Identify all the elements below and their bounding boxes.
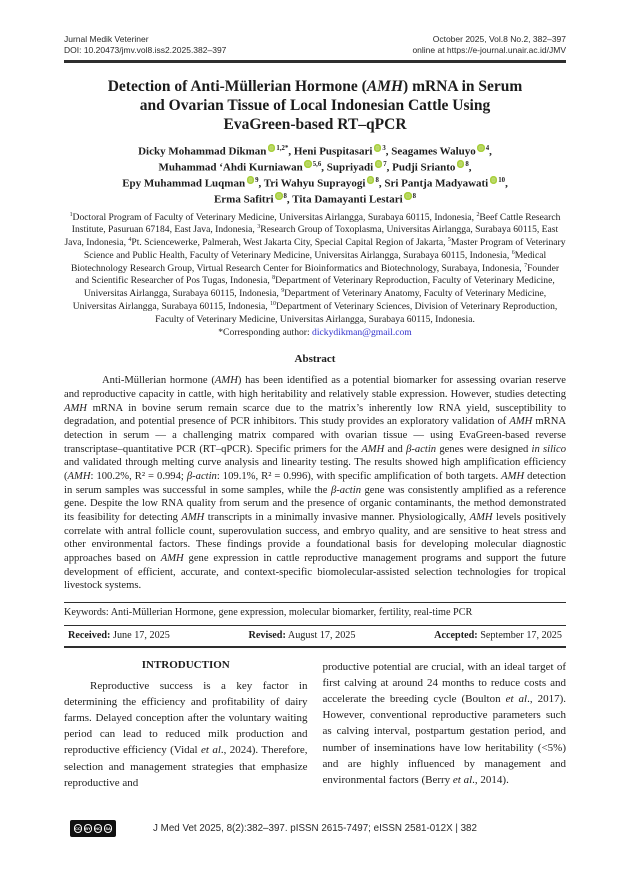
orcid-icon[interactable] [477, 144, 485, 152]
orcid-icon[interactable] [404, 192, 412, 200]
orcid-icon[interactable] [275, 192, 283, 200]
issue-info: October 2025, Vol.8 No.2, 382–397 [432, 34, 566, 44]
nc-noncommercial-icon: NC [95, 826, 101, 831]
body-columns [64, 659, 566, 791]
author-list [64, 144, 566, 208]
article-title-line: EvaGreen-based RT–qPCR [223, 116, 407, 134]
corresponding-author: *Corresponding author: dickydikman@gmail.com [218, 327, 412, 339]
left-column [64, 659, 308, 791]
author-line: Dicky Mohammad Dikman $^{1,2*}$, Heni Puspitasari $^3$, Seagames Waluyo $^4$, [138, 145, 492, 158]
email-link[interactable]: dickydikman@gmail.com [312, 327, 412, 339]
doi-text: DOI: 10.20473/jmv.vol8.iss2.2025.382–397 [64, 45, 227, 56]
by-attribution-icon: BY [85, 826, 91, 831]
introduction-heading: INTRODUCTION [141, 658, 230, 671]
orcid-icon[interactable] [304, 160, 312, 168]
orcid-icon[interactable] [247, 176, 255, 184]
received-date: Received: June 17, 2025 [68, 629, 170, 641]
abstract-heading: Abstract [294, 353, 336, 366]
article-title [64, 78, 566, 135]
abstract-text: Anti-Müllerian hormone (AMH) has been identified as a potential biomarker for assessing ovarian reserve and reproductive capacity in cattle, with high heritability and relatively stable expression. However, studies detecting AMH mRNA in bovine serum remain scarce due to the matrix’s inherently low RNA yield, susceptibility to degradation, and potential presence of PCR inhibitors. This study provides an exploratory validation of AMH mRNA detection in serum — a challenging matrix compared with ovarian tissue — using EvaGreen-based reverse transcriptase–quantitative PCR (RT–qPCR). Specific primers for the AMH and β-actin genes were designed in silico and validated through melting curve analysis and linearity testing. The results showed high amplification efficiency (AMH: 100.2%, R² = 0.994; β-actin: 109.1%, R² = 0.996), with specific amplification of both targets. AMH detection in serum samples was successful in some samples, while the β-actin gene was consistently amplified as a reference gene. Despite the low RNA quality from serum and the presence of organic contaminants, the method demonstrated its feasibility for detecting AMH transcripts in a minimally invasive manner. Physiologically, AMH levels positively correlate with antral follicle count, superovulation success, and embryo quality, and are sensitive to heat stress and other environmental factors. These findings provide a foundational basis for developing molecular diagnostic approaches based on AMH gene expression in cattle reproductive management programs and support the future development of efficient, accurate, and context-specific biomolecular-assisted selection technologies for tropical livestock systems. [64, 375, 567, 592]
author-line: Erma Safitri $^8$, Tita Damayanti Lestari $^8$ [213, 193, 417, 206]
orcid-icon[interactable] [367, 176, 375, 184]
right-column [323, 659, 567, 791]
sa-sharealike-icon: SA [105, 826, 111, 831]
header-divider [64, 60, 566, 63]
orcid-icon[interactable] [374, 144, 382, 152]
orcid-icon[interactable] [375, 160, 383, 168]
cc-icon: CC [74, 826, 81, 831]
article-dates-row [64, 625, 566, 648]
affiliations: $^1$Doctoral Program of Faculty of Veterinary Medicine, Universitas Airlangga, Surabaya 60115, Indonesia, $^2$Beef Cattle Research Institute, Pasuruan 67184, East Java, Indonesia, $^3$Research Group of Toxoplasma, Universitas Airlangga, Surabaya 60115, East Java, Indonesia, $^4$Pt. Sciencewerke, Palmerah, West Jakarta City, Special Capital Region of Jakarta, $^5$Master Program of Veterinary Science and Public Health, Faculty of Veterinary Medicine, Universitas Airlangga, Surabaya 60115, Indonesia, $^6$Medical Biotechnology Research Group, Virtual Research Center for Bioinformatics and Biotechnology, Surabaya, Indonesia, $^7$Founder and Scientific Researcher of Pos Tugas, Indonesia, $^8$Department of Veterinary Reproduction, Faculty of Veterinary Medicine, Universitas Airlangga, Surabaya 60115, Indonesia, $^9$Department of Veterinary Anatomy, Faculty of Veterinary Medicine, Universitas Airlangga, Surabaya 60115, Indonesia, $^{10}$Department of Veterinary Sciences, Division of Veterinary Reproduction, Faculty of Veterinary Medicine, Universitas Airlangga, Surabaya 60115, Indonesia. [64, 211, 566, 325]
introduction-paragraph-right: productive potential are crucial, with an ideal target of first calving at around 24 months to reduce costs and accelerate the breeding cycle (Boulton et al., 2017). However, conventional reproductive parameters such as calving interval, postpartum gestation period, and number of inseminations have low heritability (<5%) and are highly influenced by management and environmental factors (Berry et al., 2014). [322, 660, 566, 786]
revised-date: Revised: August 17, 2025 [248, 629, 356, 641]
keywords-line: Keywords: Anti-Müllerian Hormone, gene expression, molecular biomarker, fertility, real-time PCR [64, 602, 566, 618]
author-line: Muhammad ‘Ahdi Kurniawan $^{5,6}$, Supriyadi $^7$, Pudji Srianto $^8$, [158, 161, 472, 174]
page-header [64, 34, 566, 56]
orcid-icon[interactable] [457, 160, 465, 168]
author-line: Epy Muhammad Luqman $^9$, Tri Wahyu Suprayogi $^8$, Sri Pantja Madyawati $^{10}$, [122, 177, 508, 190]
article-title-line: Detection of Anti-Müllerian Hormone (AMH) mRNA in Serum [107, 78, 523, 96]
article-title-line: and Ovarian Tissue of Local Indonesian Cattle Using [139, 97, 491, 115]
introduction-paragraph-left: Reproductive success is a key factor in determining the efficiency and profitability of dairy farms. Delayed conception after the voluntary waiting period can lead to reduced milk production and reproductive efficiency (Vidal et al., 2024). Therefore, selection and management strategies that emphasize reproductive and [64, 679, 308, 789]
page-footer [64, 818, 566, 842]
journal-name: Jurnal Medik Veteriner [64, 34, 149, 44]
header-left [64, 34, 226, 56]
orcid-icon[interactable] [490, 176, 498, 184]
journal-url: online at https://e-journal.unair.ac.id/JMV [412, 45, 566, 56]
header-right [412, 34, 566, 56]
cc-by-nc-sa-license-icon [70, 820, 116, 837]
footer-citation: J Med Vet 2025, 8(2):382–397. pISSN 2615-7497; eISSN 2581-012X | 382 [153, 823, 477, 834]
accepted-date: Accepted: September 17, 2025 [434, 629, 562, 641]
orcid-icon[interactable] [268, 144, 276, 152]
